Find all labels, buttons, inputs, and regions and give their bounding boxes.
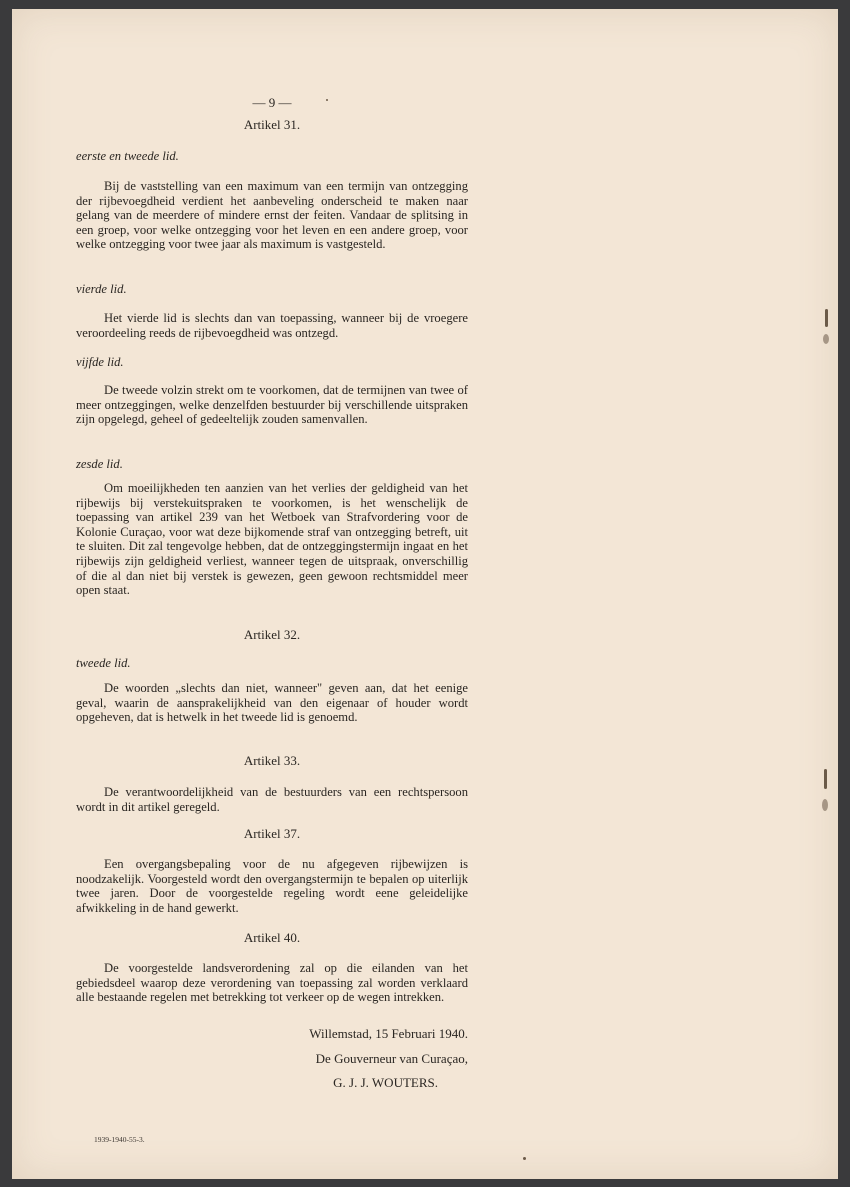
- signature-name: G. J. J. WOUTERS.: [333, 1075, 438, 1090]
- binding-mark: [823, 334, 829, 344]
- section-text-art33: De verantwoordelijkheid van de bestuurders van een rechtspersoon wordt in dit artikel geregeld.: [76, 785, 468, 814]
- section-text-art40: De voorgestelde landsverordening zal op die eilanden van het gebiedsdeel waarop deze verordening van toepassing zal worden verklaard alle bestaande regelen met betrekking tot verkeer op de wegen intrekken.: [76, 961, 468, 1005]
- section-text-art31-6: Om moeilijkheden ten aanzien van het verlies der geldigheid van het rijbewijs bij verstekuitspraken te voorkomen, is het wenschelijk de toepassing van artikel 239 van het Wetboek van Strafvordering voor de Kolonie Curaçao, voor wat deze bijkomende straf van ontzegging betreft, uit te sluiten. Dit zal tengevolge hebben, dat de ontzeggingstermijn ingaat en het rijbewijs zijn geldigheid verliest, wanneer tegen de uitspraak, onverschillig of die al dan niet bij verstek is gewezen, geen gewoon rechtsmiddel meer open staat.: [76, 481, 468, 598]
- section-sub-eerste-tweede-lid: eerste en tweede lid.: [76, 149, 179, 163]
- section-sub-tweede-lid: tweede lid.: [76, 656, 131, 670]
- signature-place-date: Willemstad, 15 Februari 1940.: [309, 1026, 468, 1041]
- print-code: 1939-1940-55-3.: [94, 1135, 145, 1144]
- section-text-art31-1: Bij de vaststelling van een maximum van een termijn van ontzegging der rijbevoegdheid verdient het aanbeveling onderscheid te maken naar gelang van de meerdere of mindere ernst der feiten. Vandaar de splitsing in een groep, voor welke ontzegging voor het leven en een andere groep, voor welke ontzegging voor twee jaar als maximum is vastgesteld.: [76, 179, 468, 252]
- section-sub-vijfde-lid: vijfde lid.: [76, 355, 124, 369]
- binding-mark: [824, 769, 827, 789]
- binding-mark: [822, 799, 828, 811]
- section-heading-art40: Artikel 40.: [243, 930, 301, 945]
- section-heading-art31: Artikel 31.: [243, 117, 301, 132]
- section-text-art31-5: De tweede volzin strekt om te voorkomen, dat de termijnen van twee of meer ontzeggingen, welke denzelfden bestuurder bij verschillende uitspraken zijn opgelegd, geheel of gedeeltelijk zouden samenvallen.: [76, 383, 468, 427]
- text-column: [76, 9, 468, 1179]
- page-number: — 9 —: [252, 95, 292, 110]
- binding-mark: [825, 309, 828, 327]
- section-text-art31-4: Het vierde lid is slechts dan van toepassing, wanneer bij de vroegere veroordeeling reeds de rijbevoegdheid was ontzegd.: [76, 311, 468, 340]
- section-sub-zesde-lid: zesde lid.: [76, 457, 123, 471]
- section-heading-art37: Artikel 37.: [243, 826, 301, 841]
- document-page: [12, 9, 838, 1179]
- paper-speck: [523, 1157, 526, 1160]
- section-text-art37: Een overgangsbepaling voor de nu afgegeven rijbewijzen is noodzakelijk. Voorgesteld wordt den overgangstermijn te bepalen op uiterlijk twee jaren. Door de voorgestelde regeling wordt eene geleidelijke afwikkeling in de hand gewerkt.: [76, 857, 468, 915]
- paper-speck: [326, 99, 328, 101]
- section-text-art32: De woorden „slechts dan niet, wanneer" geven aan, dat het eenige geval, waarin de aansprakelijkheid van den eigenaar of houder wordt opgeheven, dat is hetwelk in het tweede lid is genoemd.: [76, 681, 468, 725]
- section-heading-art33: Artikel 33.: [243, 753, 301, 768]
- section-heading-art32: Artikel 32.: [243, 627, 301, 642]
- section-sub-vierde-lid: vierde lid.: [76, 282, 127, 296]
- signature-title: De Gouverneur van Curaçao,: [315, 1051, 468, 1066]
